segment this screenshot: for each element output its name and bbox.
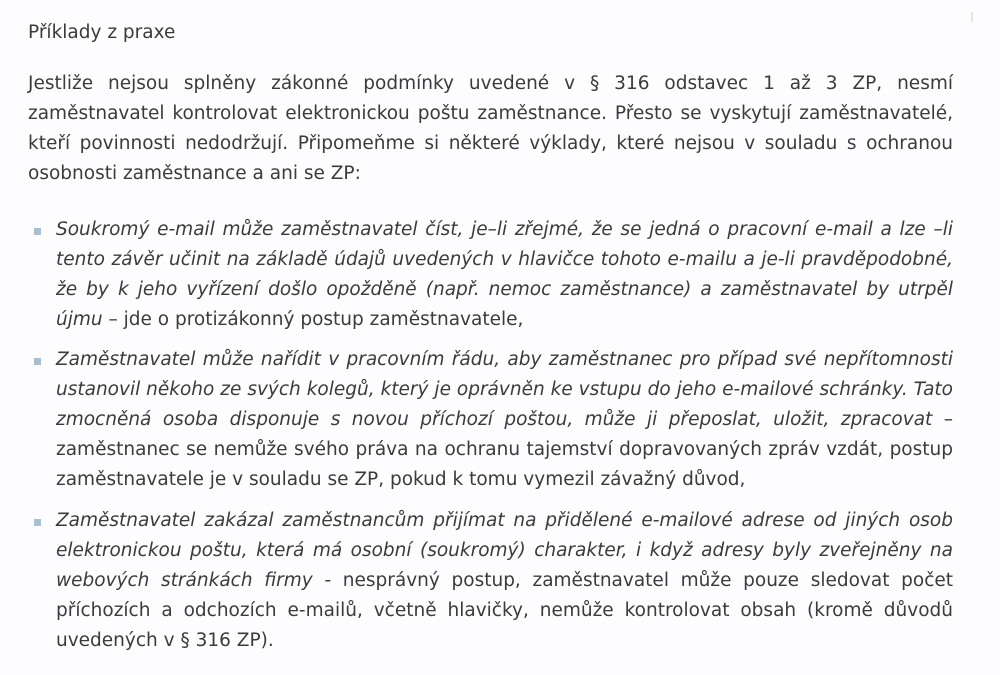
example-item — [28, 506, 953, 656]
example-case-text: Zaměstnavatel zakázal zaměstnancům přijímat na přidělené e-mailové adrese od jiných osob elektronickou poštu, která má osobní (soukromý) charakter, i když adresy byly zveřejněny na webových stránkách firmy — [56, 510, 953, 591]
example-verdict-text: zaměstnanec se nemůže svého práva na ochranu tajemství dopravovaných zpráv vzdát, postup zaměstnavatele je v souladu se ZP, pokud k tomu vymezil závažný důvod, — [56, 439, 953, 490]
example-case-text: Soukromý e-mail může zaměstnavatel číst, je–li zřejmé, že se jedná o pracovní e-mail a lze –li tento závěr učinit na základě údajů uvedených v hlavičce tohoto e-mailu a je-li pravděpodobné, že by k jeho vyřízení došlo opožděně (např. nemoc zaměstnance) a zaměstnavatel by utrpěl újmu — [56, 219, 953, 330]
example-verdict-text: – jde o protizákonný postup zaměstnavatele, — [102, 309, 524, 330]
example-item — [28, 215, 953, 335]
intro-paragraph: Jestliže nejsou splněny zákonné podmínky uvedené v § 316 odstavec 1 až 3 ZP, nesmí zaměstnavatel kontrolovat elektronickou poštu zaměstnance. Přesto se vyskytují zaměstnavatelé, kteří povinnosti nedodržují. Připomeňme si některé výklady, které nejsou v souladu s ochranou osobnosti zaměstnance a ani se ZP: — [28, 73, 953, 184]
page-edge-mark — [971, 12, 973, 22]
bullet-square-icon — [34, 519, 41, 526]
bullet-square-icon — [34, 228, 41, 235]
bullet-square-icon — [34, 358, 41, 365]
example-item — [28, 345, 953, 495]
example-verdict-text: - nesprávný postup, zaměstnavatel může pouze sledovat počet příchozích a odchozích e-mailů, včetně hlavičky, nemůže kontrolovat obsah (kromě důvodů uvedených v § 316 ZP). — [56, 570, 954, 651]
section-heading: Příklady z praxe — [28, 22, 176, 43]
example-case-text: Zaměstnavatel může nařídit v pracovním řádu, aby zaměstnanec pro případ své nepřítomnosti ustanovil někoho ze svých kolegů, který je oprávněn ke vstupu do jeho e-mailové schránky. Tato zmocněná osoba disponuje s novou příchozí poštou, může ji přeposlat, uložit, zpracovat – — [56, 349, 953, 430]
